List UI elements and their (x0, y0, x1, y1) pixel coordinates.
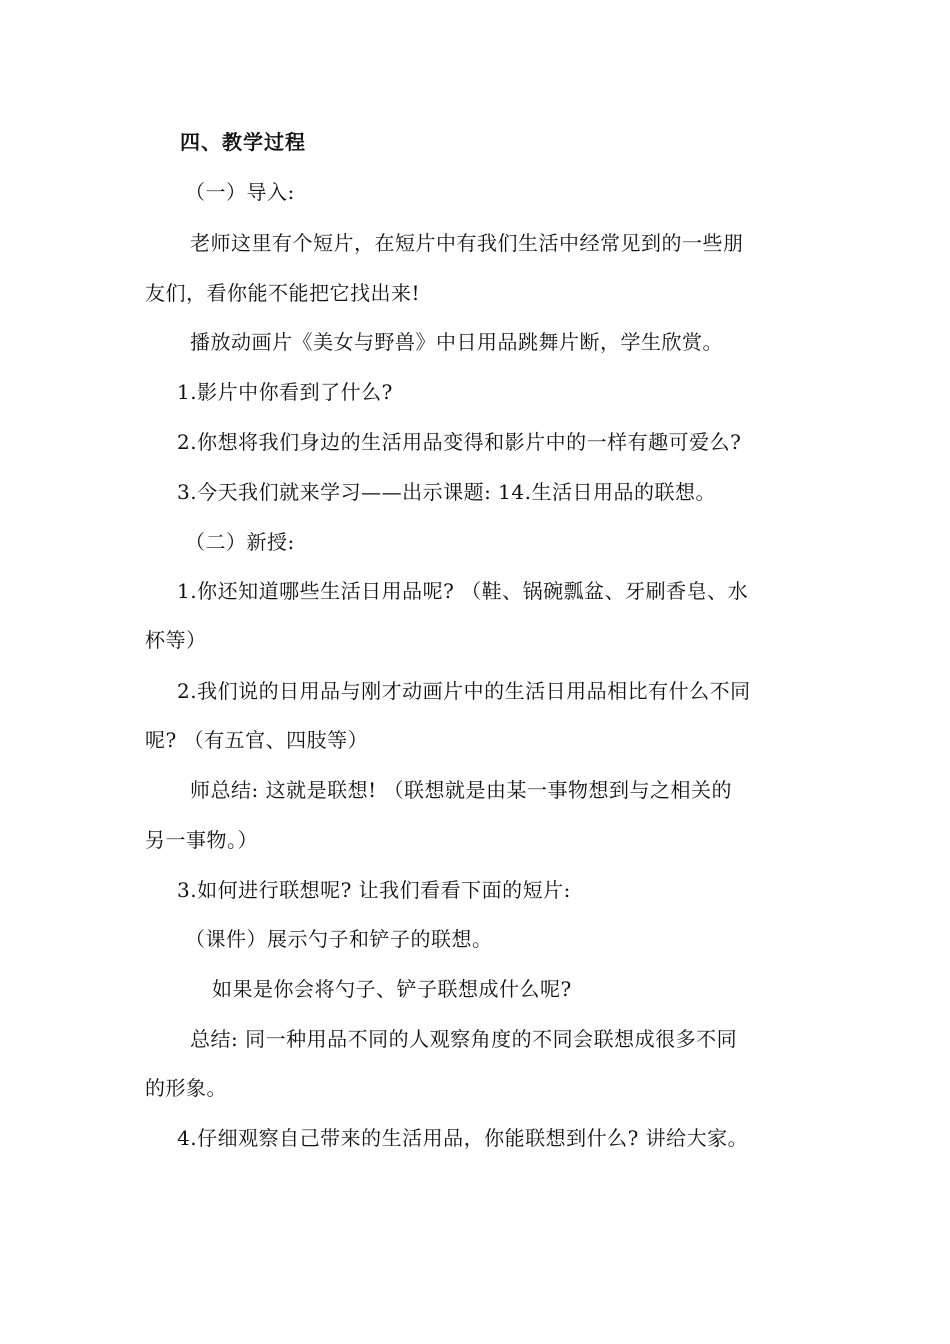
question-1: 1.影片中你看到了什么? (177, 380, 393, 404)
item-2-line-1: 2.我们说的日用品与刚才动画片中的生活日用品相比有什么不同 (177, 679, 751, 703)
item-1-line-2: 杯等） (145, 628, 207, 652)
summary-2-line-2: 的形象。 (145, 1076, 227, 1100)
question-3: 3.今天我们就来学习——出示课题: 14.生活日用品的联想。 (177, 480, 716, 504)
paragraph-play-animation: 播放动画片《美女与野兽》中日用品跳舞片断，学生欣赏。 (190, 330, 723, 354)
reflection-question: 如果是你会将勺子、铲子联想成什么呢? (212, 977, 572, 1001)
summary-1-line-1: 师总结: 这就是联想! （联想就是由某一事物想到与之相关的 (190, 778, 732, 802)
section-heading: 四、教学过程 (180, 130, 306, 154)
summary-1-line-2: 另一事物。） (145, 828, 258, 852)
summary-2-line-1: 总结: 同一种用品不同的人观察角度的不同会联想成很多不同 (190, 1027, 738, 1051)
subsection-title-new-lesson: （二）新授: (185, 530, 295, 554)
item-2-line-2: 呢? （有五官、四肢等） (145, 728, 369, 752)
courseware-line: （课件）展示勺子和铲子的联想。 (185, 927, 493, 951)
question-2: 2.你想将我们身边的生活用品变得和影片中的一样有趣可爱么? (177, 430, 742, 454)
item-1-line-1: 1.你还知道哪些生活日用品呢? （鞋、锅碗瓢盆、牙刷香皂、水 (177, 579, 749, 603)
item-4: 4.仔细观察自己带来的生活用品，你能联想到什么? 讲给大家。 (177, 1126, 749, 1150)
paragraph-intro-line-1: 老师这里有个短片，在短片中有我们生活中经常见到的一些朋 (190, 231, 744, 255)
subsection-title-intro: （一）导入: (185, 180, 295, 204)
paragraph-intro-line-2: 友们，看你能不能把它找出来! (145, 281, 421, 305)
item-3: 3.如何进行联想呢? 让我们看看下面的短片: (177, 878, 571, 902)
